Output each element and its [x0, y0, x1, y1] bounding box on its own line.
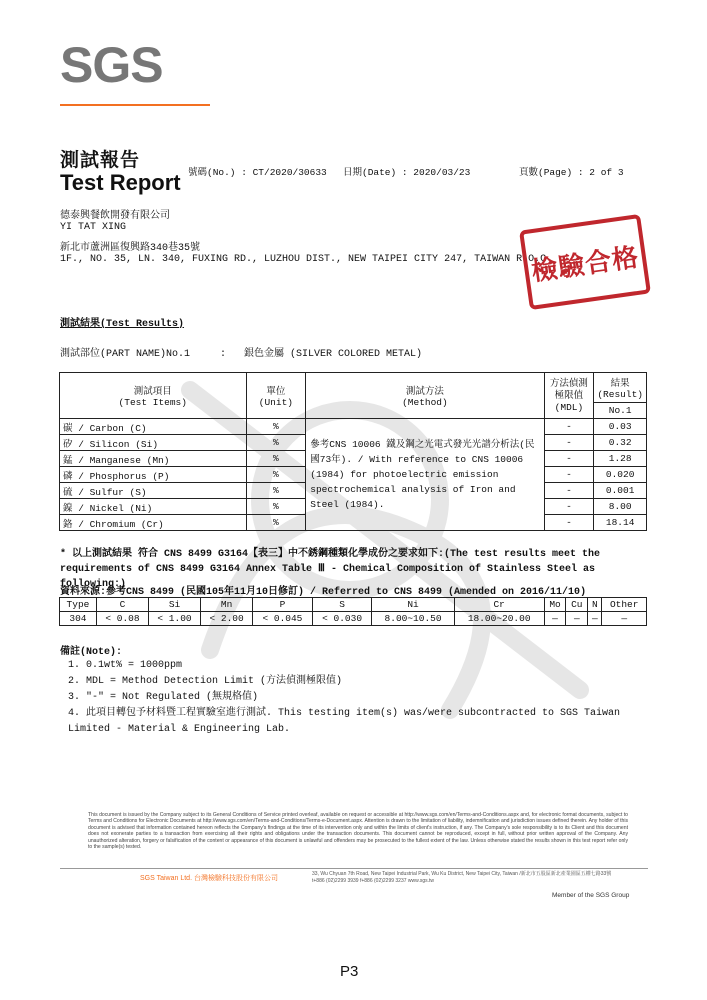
unit-cell: %: [246, 483, 306, 499]
notes-list: [68, 658, 648, 738]
item-cell: 磷 / Phosphorus (P): [60, 467, 247, 483]
result-cell: 0.03: [594, 419, 647, 435]
unit-cell: %: [246, 467, 306, 483]
page-number: 頁數(Page) : 2 of 3: [519, 167, 624, 178]
member-of-group: Member of the SGS Group: [552, 892, 630, 899]
item-cell: 錳 / Manganese (Mn): [60, 451, 247, 467]
mdl-cell: -: [544, 435, 594, 451]
std-header-cell: Mn: [201, 598, 253, 612]
mdl-cell: -: [544, 451, 594, 467]
std-header-row: [60, 598, 647, 612]
std-value-cell: —: [544, 612, 566, 626]
title-zh: 測試報告: [60, 149, 141, 171]
footer-address-line: 33, Wu Chyuan 7th Road, New Taipei Industrial Park, Wu Ku District, New Taipei City, Taiwan /新北市五股區新北產業園區五權七路33號: [312, 871, 612, 877]
header-result: 結果 (Result): [594, 373, 647, 403]
std-header-cell: Ni: [372, 598, 454, 612]
unit-cell: %: [246, 515, 306, 531]
note-item: 4. 此項目轉包予材料暨工程實驗室進行測試. This testing item(s) was/were subcontracted to SGS Taiwan Limited - Material & Engineering Lab.: [68, 708, 621, 735]
std-header-cell: Cr: [454, 598, 544, 612]
result-cell: 0.32: [594, 435, 647, 451]
std-value-cell: < 2.00: [201, 612, 253, 626]
result-cell: 18.14: [594, 515, 647, 531]
report-number: 號碼(No.) : CT/2020/30633: [188, 167, 327, 178]
page-label: P3: [340, 963, 359, 980]
method-cell: 參考CNS 10006 鐵及鋼之光電式發光光譜分析法(民國73年). / With reference to CNS 10006 (1984) for photoelectric emission spectrochemical analysis of Iron and Steel (1984).: [306, 419, 544, 531]
unit-cell: %: [246, 419, 306, 435]
logo-underline: [60, 104, 210, 106]
std-value-cell: 8.00~10.50: [372, 612, 454, 626]
mdl-cell: -: [544, 483, 594, 499]
unit-cell: %: [246, 451, 306, 467]
mdl-cell: -: [544, 499, 594, 515]
part-name: 測試部位(PART NAME)No.1 : 銀色金屬 (SILVER COLORED METAL): [60, 349, 423, 360]
client-name-en: YI TAT XING: [60, 222, 127, 233]
header-unit: 單位 (Unit): [246, 373, 306, 419]
std-value-cell: 304: [60, 612, 97, 626]
item-cell: 鎳 / Nickel (Ni): [60, 499, 247, 515]
note-item: 1. 0.1wt% = 1000ppm: [68, 660, 183, 671]
item-cell: 碳 / Carbon (C): [60, 419, 247, 435]
std-value-cell: —: [602, 612, 647, 626]
table-row: [60, 419, 647, 435]
std-value-cell: —: [588, 612, 602, 626]
std-header-cell: Type: [60, 598, 97, 612]
note-item: 3. "-" = Not Regulated (無規格值): [68, 692, 259, 703]
footer-contact-line: t+886 (02)2299 3939 f+886 (02)2299 3237 www.sgs.tw: [312, 878, 435, 884]
std-header-cell: P: [253, 598, 313, 612]
client-address-en: 1F., NO. 35, LN. 340, FUXING RD., LUZHOU DIST., NEW TAIPEI CITY 247, TAIWAN R.O.C: [60, 254, 547, 265]
section-title: 測試結果(Test Results): [60, 319, 185, 330]
mdl-cell: -: [544, 419, 594, 435]
std-header-cell: S: [312, 598, 372, 612]
std-value-cell: < 0.045: [253, 612, 313, 626]
unit-cell: %: [246, 435, 306, 451]
result-cell: 1.28: [594, 451, 647, 467]
header-method: 測試方法 (Method): [306, 373, 544, 419]
header-no1: No.1: [594, 403, 647, 419]
mdl-cell: -: [544, 467, 594, 483]
client-name-zh: 德泰興餐飲開發有限公司: [60, 211, 170, 222]
std-value-cell: < 1.00: [148, 612, 200, 626]
std-value-cell: 18.00~20.00: [454, 612, 544, 626]
std-value-cell: < 0.08: [96, 612, 148, 626]
footer-company: SGS Taiwan Ltd. 台灣檢驗科技股份有限公司: [140, 875, 278, 882]
sgs-logo: [60, 37, 210, 112]
results-header-row: [60, 373, 647, 403]
results-table: [59, 372, 647, 531]
item-cell: 矽 / Silicon (Si): [60, 435, 247, 451]
source-reference: 資料來源:參考CNS 8499 (民國105年11月10日修訂) / Referred to CNS 8499 (Amended on 2016/11/10): [60, 587, 587, 598]
std-header-cell: Cu: [566, 598, 588, 612]
inspection-passed-stamp: 檢驗合格: [519, 214, 651, 310]
item-cell: 鉻 / Chromium (Cr): [60, 515, 247, 531]
mdl-cell: -: [544, 515, 594, 531]
std-header-cell: Mo: [544, 598, 566, 612]
item-cell: 硫 / Sulfur (S): [60, 483, 247, 499]
std-value-cell: < 0.030: [312, 612, 372, 626]
std-value-cell: —: [566, 612, 588, 626]
result-cell: 8.00: [594, 499, 647, 515]
std-header-cell: Si: [148, 598, 200, 612]
title-en: Test Report: [60, 170, 181, 195]
std-header-cell: N: [588, 598, 602, 612]
logo-text: SGS: [60, 37, 163, 93]
result-cell: 0.020: [594, 467, 647, 483]
report-date: 日期(Date) : 2020/03/23: [343, 167, 471, 178]
header-mdl: 方法偵測 極限值 (MDL): [544, 373, 594, 419]
note-item: 2. MDL = Method Detection Limit (方法偵測極限值): [68, 676, 343, 687]
footer-address: [312, 871, 611, 885]
result-cell: 0.001: [594, 483, 647, 499]
unit-cell: %: [246, 499, 306, 515]
client-address-zh: 新北市蘆洲區復興路340巷35號: [60, 243, 201, 254]
standard-table: [59, 597, 647, 626]
footer-divider: [60, 868, 648, 869]
std-value-row: [60, 612, 647, 626]
notes-title: 備註(Note):: [60, 647, 123, 658]
std-header-cell: Other: [602, 598, 647, 612]
std-header-cell: C: [96, 598, 148, 612]
legal-disclaimer: This document is issued by the Company subject to its General Conditions of Service printed overleaf, available on request or accessible at http://www.sgs.com/en/Terms-and-Conditions.aspx and, for electronic format documents, subject to Terms and Conditions for Electronic Documents at http://www.sgs.com/en/Terms-and-Conditions/Terms-e-Document.aspx. Attention is drawn to the limitation of liability, indemnification and jurisdiction issues defined therein. Any holder of this document is advised that information contained hereon reflects the Company's findings at the time of its intervention only and within the limits of client's instruction, if any. The Company's sole responsibility is to its Client and this document does not exonerate parties to a transaction from exercising all their rights and obligations under the transaction documents. This document cannot be reproduced, except in full, without prior written approval of the Company. Any unauthorized alteration, forgery or falsification of the content or appearance of this document is unlawful and offenders may be prosecuted to the fullest extent of the law. Unless otherwise stated the results shown in this test report refer only to the sample(s) tested.: [88, 812, 628, 851]
header-test-items: 測試項目 (Test Items): [60, 373, 247, 419]
conclusion-note: * 以上測試結果 符合 CNS 8499 G3164【表三】中不銹鋼種類化學成份之要求如下:(The test results meet the requirements of CNS 8499 G3164 Annex Table Ⅲ - Chemical Composition of Stainless Steel as following:): [60, 549, 601, 590]
